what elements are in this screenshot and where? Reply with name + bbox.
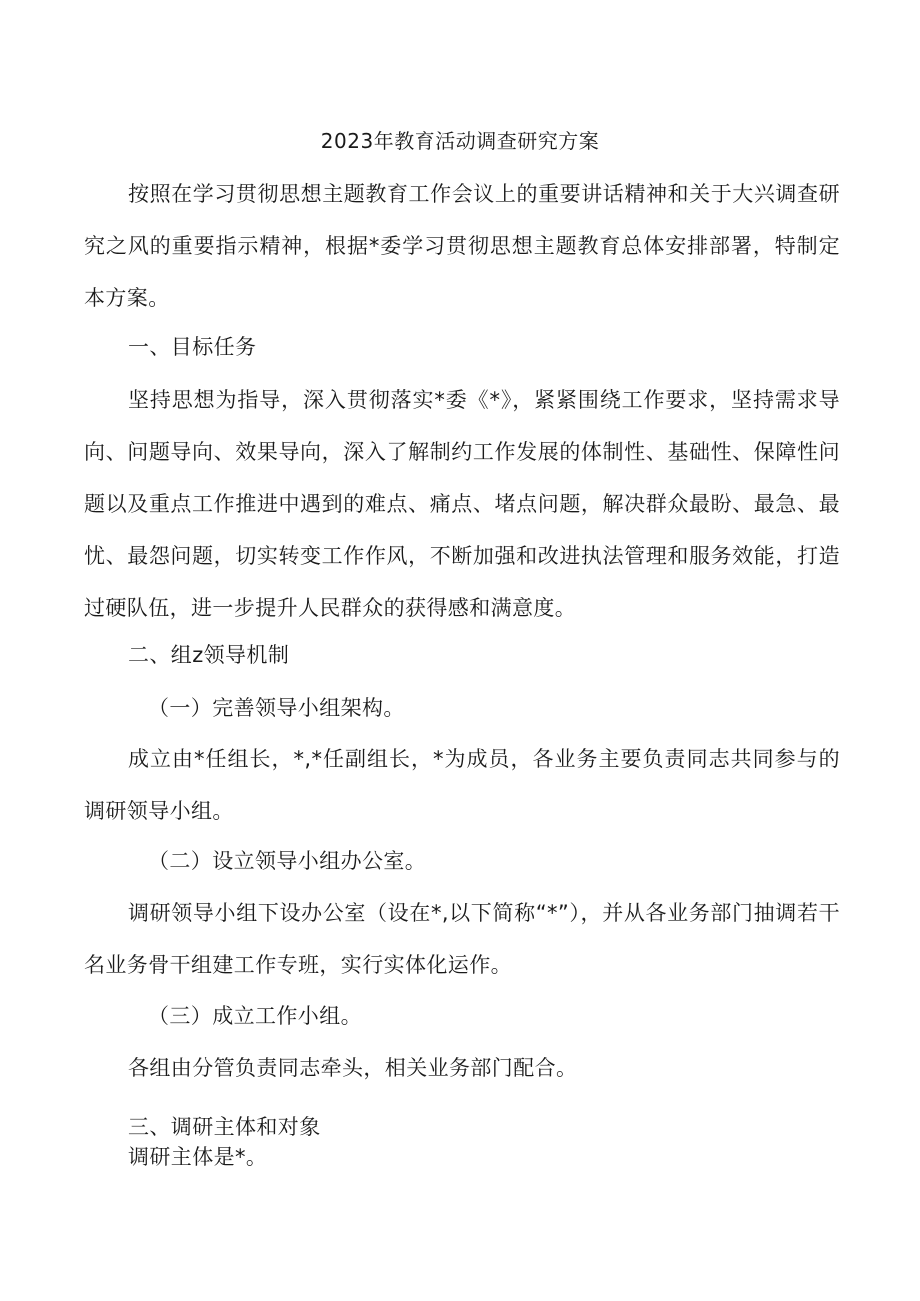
document-title: 2023年教育活动调查研究方案 [320,129,600,153]
section-2-heading: 二、组z领导机制 [128,643,290,667]
subsection-1-paragraph: 成立由*任组长，*,*任副组长，*为成员，各业务主要负责同志共同参与的调研领导小组。 [84,747,840,823]
section-1-paragraph: 坚持思想为指导，深入贯彻落实*委《*》，紧紧围绕工作要求，坚持需求导向、问题导向、效果导向，深入了解制约工作发展的体制性、基础性、保障性问题以及重点工作推进中遇到的难点、痛点、堵点问题，解决群众最盼、最急、最忧、最怨问题，切实转变工作作风，不断加强和改进执法管理和服务效能，打造过硬队伍，进一步提升人民群众的获得感和满意度。 [84,388,840,620]
subsection-1-heading: （一）完善领导小组架构。 [148,696,405,720]
intro-paragraph: 按照在学习贯彻思想主题教育工作会议上的重要讲话精神和关于大兴调查研究之风的重要指示精神，根据*委学习贯彻思想主题教育总体安排部署，特制定本方案。 [84,182,840,310]
subsection-3-heading: （三）成立工作小组。 [148,1004,362,1028]
subsection-2-paragraph: 调研领导小组下设办公室（设在*,以下简称“*”），并从各业务部门抽调若干名业务骨干组建工作专班，实行实体化运作。 [84,901,840,977]
section-3-paragraph: 调研主体是*。 [128,1145,268,1169]
subsection-3-paragraph: 各组由分管负责同志牵头，相关业务部门配合。 [128,1056,578,1080]
subsection-2-heading: （二）设立领导小组办公室。 [148,849,427,873]
section-1-heading: 一、目标任务 [128,335,257,359]
section-3-heading: 三、调研主体和对象 [128,1115,321,1139]
